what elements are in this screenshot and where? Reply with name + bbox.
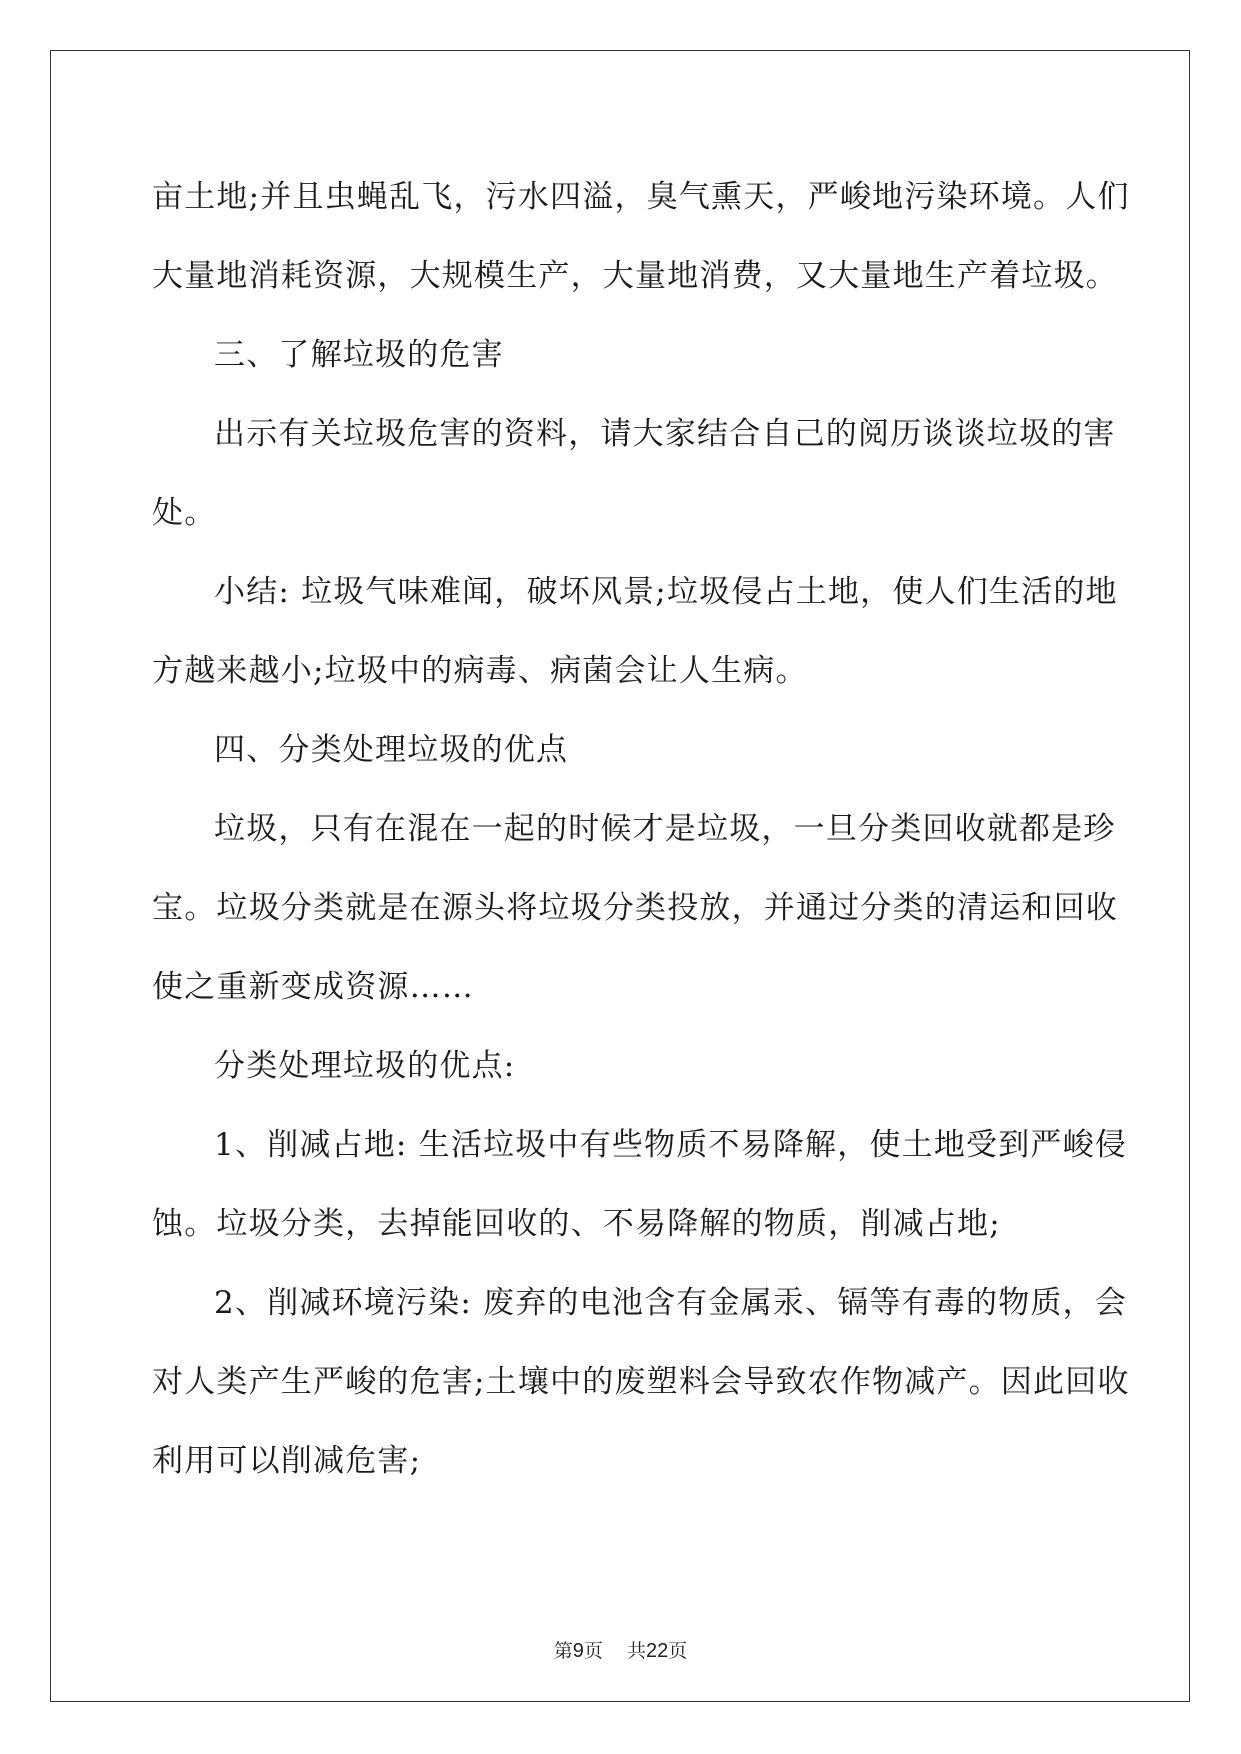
total-pages: 22 (646, 1640, 669, 1662)
list-item (152, 1264, 1130, 1501)
list-item (152, 1106, 1128, 1264)
text-line: 蚀。垃圾分类，去掉能回收的、不易降解的物质，削减占地; (152, 1206, 1001, 1242)
text-line: 使之重新变成资源…… (152, 969, 474, 1005)
page-number: 9 (572, 1640, 584, 1662)
footer-total-prefix: 共 (627, 1640, 647, 1662)
footer-prefix: 第 (553, 1640, 573, 1662)
text-line: 处。 (152, 495, 217, 531)
footer-page-suffix: 页 (583, 1640, 603, 1662)
text-line: 分类处理垃圾的优点: (214, 1048, 516, 1084)
section-heading (152, 316, 1090, 395)
text-line: 方越来越小;垃圾中的病毒、病菌会让人生病。 (152, 653, 808, 689)
document-body (152, 158, 1130, 1501)
paragraph (152, 790, 1118, 1027)
text-line: 小结: 垃圾气味难闻，破坏风景;垃圾侵占土地，使人们生活的地 (214, 574, 1118, 610)
text-line: 出示有关垃圾危害的资料，请大家结合自己的阅历谈谈垃圾的害 (214, 416, 1116, 452)
footer-total-suffix: 页 (668, 1640, 688, 1662)
text-line: 对人类产生严峻的危害;土壤中的废塑料会导致农作物减产。因此回收 (152, 1364, 1130, 1400)
paragraph (152, 158, 1130, 316)
text-line: 宝。垃圾分类就是在源头将垃圾分类投放，并通过分类的清运和回收 (152, 890, 1118, 926)
text-line: 垃圾，只有在混在一起的时候才是垃圾，一旦分类回收就都是珍 (214, 811, 1116, 847)
paragraph (152, 395, 1116, 553)
text-line: 三、了解垃圾的危害 (214, 337, 504, 373)
paragraph (152, 1027, 1090, 1106)
text-line: 2、削减环境污染: 废弃的电池含有金属汞、镉等有毒的物质，会 (214, 1285, 1128, 1321)
text-line: 亩土地;并且虫蝇乱飞，污水四溢，臭气熏天，严峻地污染环境。人们 (152, 179, 1130, 215)
text-line: 利用可以削减危害; (152, 1443, 422, 1479)
text-line: 四、分类处理垃圾的优点 (214, 732, 569, 768)
text-line: 1、削减占地: 生活垃圾中有些物质不易降解，使土地受到严峻侵 (214, 1127, 1128, 1163)
paragraph (152, 553, 1118, 711)
section-heading (152, 711, 1090, 790)
page-footer (0, 1636, 1241, 1663)
text-line: 大量地消耗资源，大规模生产，大量地消费，又大量地生产着垃圾。 (152, 258, 1118, 294)
